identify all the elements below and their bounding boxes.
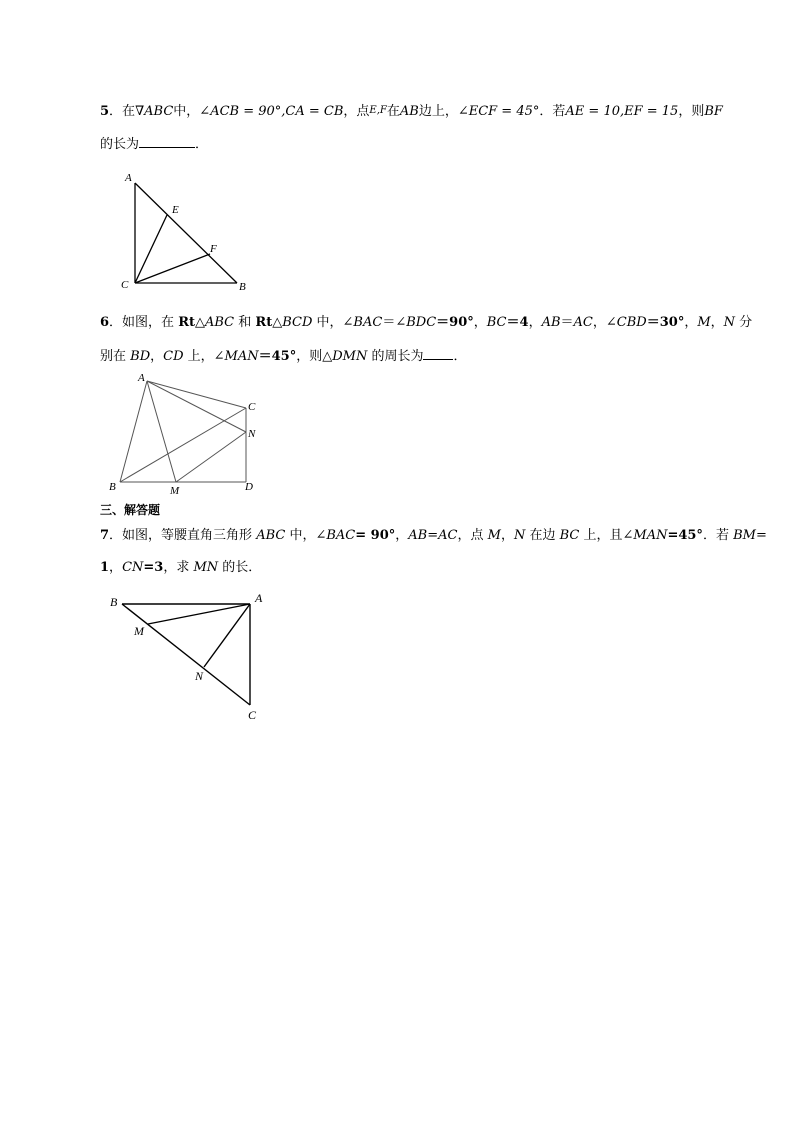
q7-text: 的长． — [218, 560, 262, 575]
q6-line1 — [100, 315, 752, 331]
q6-line-bc — [120, 408, 246, 482]
q7-text: = — [427, 528, 439, 543]
q6-text: ， — [592, 315, 606, 330]
q6-text: ， — [710, 315, 724, 330]
q6-point: M — [697, 315, 711, 330]
q5-label-c: C — [121, 279, 129, 291]
q7-angle: ∠MAN — [622, 528, 668, 543]
q5-text: ，点 — [343, 104, 370, 119]
q7-segment: BC — [559, 528, 580, 543]
q5-label-b: B — [239, 281, 246, 293]
q7-label-a: A — [255, 591, 263, 605]
q5-line2 — [100, 135, 208, 153]
q6-rt: Rt△ — [255, 315, 283, 330]
q7-text: ， — [395, 528, 409, 543]
q7-text: 在边 — [525, 528, 560, 543]
q7-segment: CN — [122, 560, 144, 575]
q7-value: 1 — [100, 560, 110, 575]
q5-label-f: F — [210, 243, 217, 255]
q6-angle: ∠BAC — [342, 315, 383, 330]
q5-text: ．在 — [109, 104, 136, 119]
q5-condition: ∠ECF = 45° — [457, 104, 540, 119]
q5-line-cf — [135, 254, 210, 283]
q6-rt: Rt△ — [178, 315, 205, 330]
q7-point: M — [487, 528, 501, 543]
q7-value: = 90° — [355, 528, 396, 543]
q5-triangle: ∇ABC — [135, 104, 174, 119]
q5-segment: BF — [704, 104, 723, 119]
q6-triangle: DMN — [332, 349, 368, 364]
q7-line-an — [204, 604, 250, 667]
q6-line-ac — [147, 381, 246, 408]
q7-number: 7 — [100, 528, 110, 543]
q6-line-mn — [176, 432, 246, 482]
q5-condition: ∠ACB = 90°,CA = CB — [199, 104, 344, 119]
q6-line2 — [100, 347, 466, 365]
q7-angle: ∠BAC — [315, 528, 356, 543]
q6-text: ， — [528, 315, 542, 330]
q6-segment: CD — [163, 349, 184, 364]
q6-segment: BD — [130, 349, 151, 364]
q6-text: ＝ — [382, 315, 396, 330]
q6-label-n: N — [248, 428, 256, 440]
q7-text: ， — [109, 560, 123, 575]
q5-label-e: E — [172, 204, 179, 216]
q6-line-an — [147, 381, 246, 432]
q6-value: ＝30° — [646, 315, 685, 330]
q6-text: ． — [453, 349, 467, 364]
q6-text: 别在 — [100, 349, 131, 364]
q6-text: ．如图，在 — [109, 315, 179, 330]
q7-line-am — [148, 604, 250, 624]
q6-text: ， — [684, 315, 698, 330]
q6-label-c: C — [248, 401, 256, 413]
q5-text: 中， — [173, 104, 200, 119]
q7-value: =3 — [143, 560, 164, 575]
q6-text: ＝ — [560, 315, 574, 330]
q7-line-bc — [122, 604, 250, 705]
q6-angle: ∠CBD — [605, 315, 647, 330]
q7-segment: MN — [193, 560, 219, 575]
q7-point: N — [513, 528, 526, 543]
q5-text: 的长为 — [100, 137, 140, 152]
q7-text: ，点 — [457, 528, 488, 543]
q5-text: 在 — [386, 104, 400, 119]
q5-line-ab — [135, 183, 237, 283]
q6-text: 上， — [183, 349, 214, 364]
q5-points: E,F — [369, 105, 387, 116]
q7-segment: AC — [438, 528, 458, 543]
q6-number: 6 — [100, 315, 110, 330]
q6-label-b: B — [109, 481, 116, 493]
q6-label-a: A — [138, 372, 145, 384]
q6-label-m: M — [170, 485, 180, 497]
q6-value: ＝90° — [436, 315, 474, 330]
q7-label-n: N — [195, 669, 204, 683]
q6-value: ＝45° — [258, 349, 297, 364]
q5-line-ce — [135, 215, 167, 283]
q6-value: ＝4 — [506, 315, 529, 330]
q6-text: 中， — [312, 315, 343, 330]
q6-point: N — [723, 315, 736, 330]
q6-segment: AC — [573, 315, 593, 330]
q7-text: ．若 — [702, 528, 734, 543]
q6-line-am — [147, 381, 176, 482]
q7-line1 — [100, 528, 767, 544]
q6-segment: AB — [541, 315, 561, 330]
q6-line-ab — [120, 381, 147, 482]
q6-triangle: ABC — [205, 315, 235, 330]
q5-text: ． — [195, 137, 209, 152]
q6-text: ， — [150, 349, 164, 364]
q6-segment: BC — [486, 315, 507, 330]
q5-label-a: A — [125, 172, 132, 184]
section-heading: 三、解答题 — [100, 503, 161, 517]
q7-label-b: B — [110, 595, 118, 609]
q5-segment: AB — [399, 104, 419, 119]
q7-text: ，求 — [163, 560, 194, 575]
q5-text: 边上， — [418, 104, 458, 119]
q7-label-m: M — [134, 624, 144, 638]
q7-triangle: ABC — [256, 528, 286, 543]
q7-text: 中， — [285, 528, 316, 543]
q7-segment: AB — [408, 528, 428, 543]
q7-text: ， — [500, 528, 514, 543]
answer-blank — [423, 347, 453, 360]
q6-triangle: BCD — [282, 315, 313, 330]
q7-text: = — [755, 528, 767, 543]
q7-text: ．如图，等腰直角三角形 — [109, 528, 257, 543]
q5-text: ．若 — [539, 104, 566, 119]
q6-text: 和 — [234, 315, 256, 330]
q5-condition: AE = 10,EF = 15 — [565, 104, 679, 119]
q7-value: =45° — [667, 528, 703, 543]
q6-label-d: D — [245, 481, 253, 493]
answer-blank — [139, 135, 195, 148]
q5-line1 — [100, 103, 723, 120]
q6-angle: ∠BDC — [395, 315, 437, 330]
q6-text: 分 — [735, 315, 753, 330]
q6-text: ，则△ — [296, 349, 333, 364]
q7-line2 — [100, 560, 261, 576]
q5-number: 5 — [100, 104, 110, 119]
q6-angle: ∠MAN — [213, 349, 259, 364]
q6-text: ， — [473, 315, 487, 330]
q7-segment: BM — [733, 528, 756, 543]
q7-text: 上，且 — [579, 528, 623, 543]
q5-text: ，则 — [678, 104, 705, 119]
q6-text: 的周长为 — [367, 349, 424, 364]
q7-label-c: C — [248, 708, 257, 722]
